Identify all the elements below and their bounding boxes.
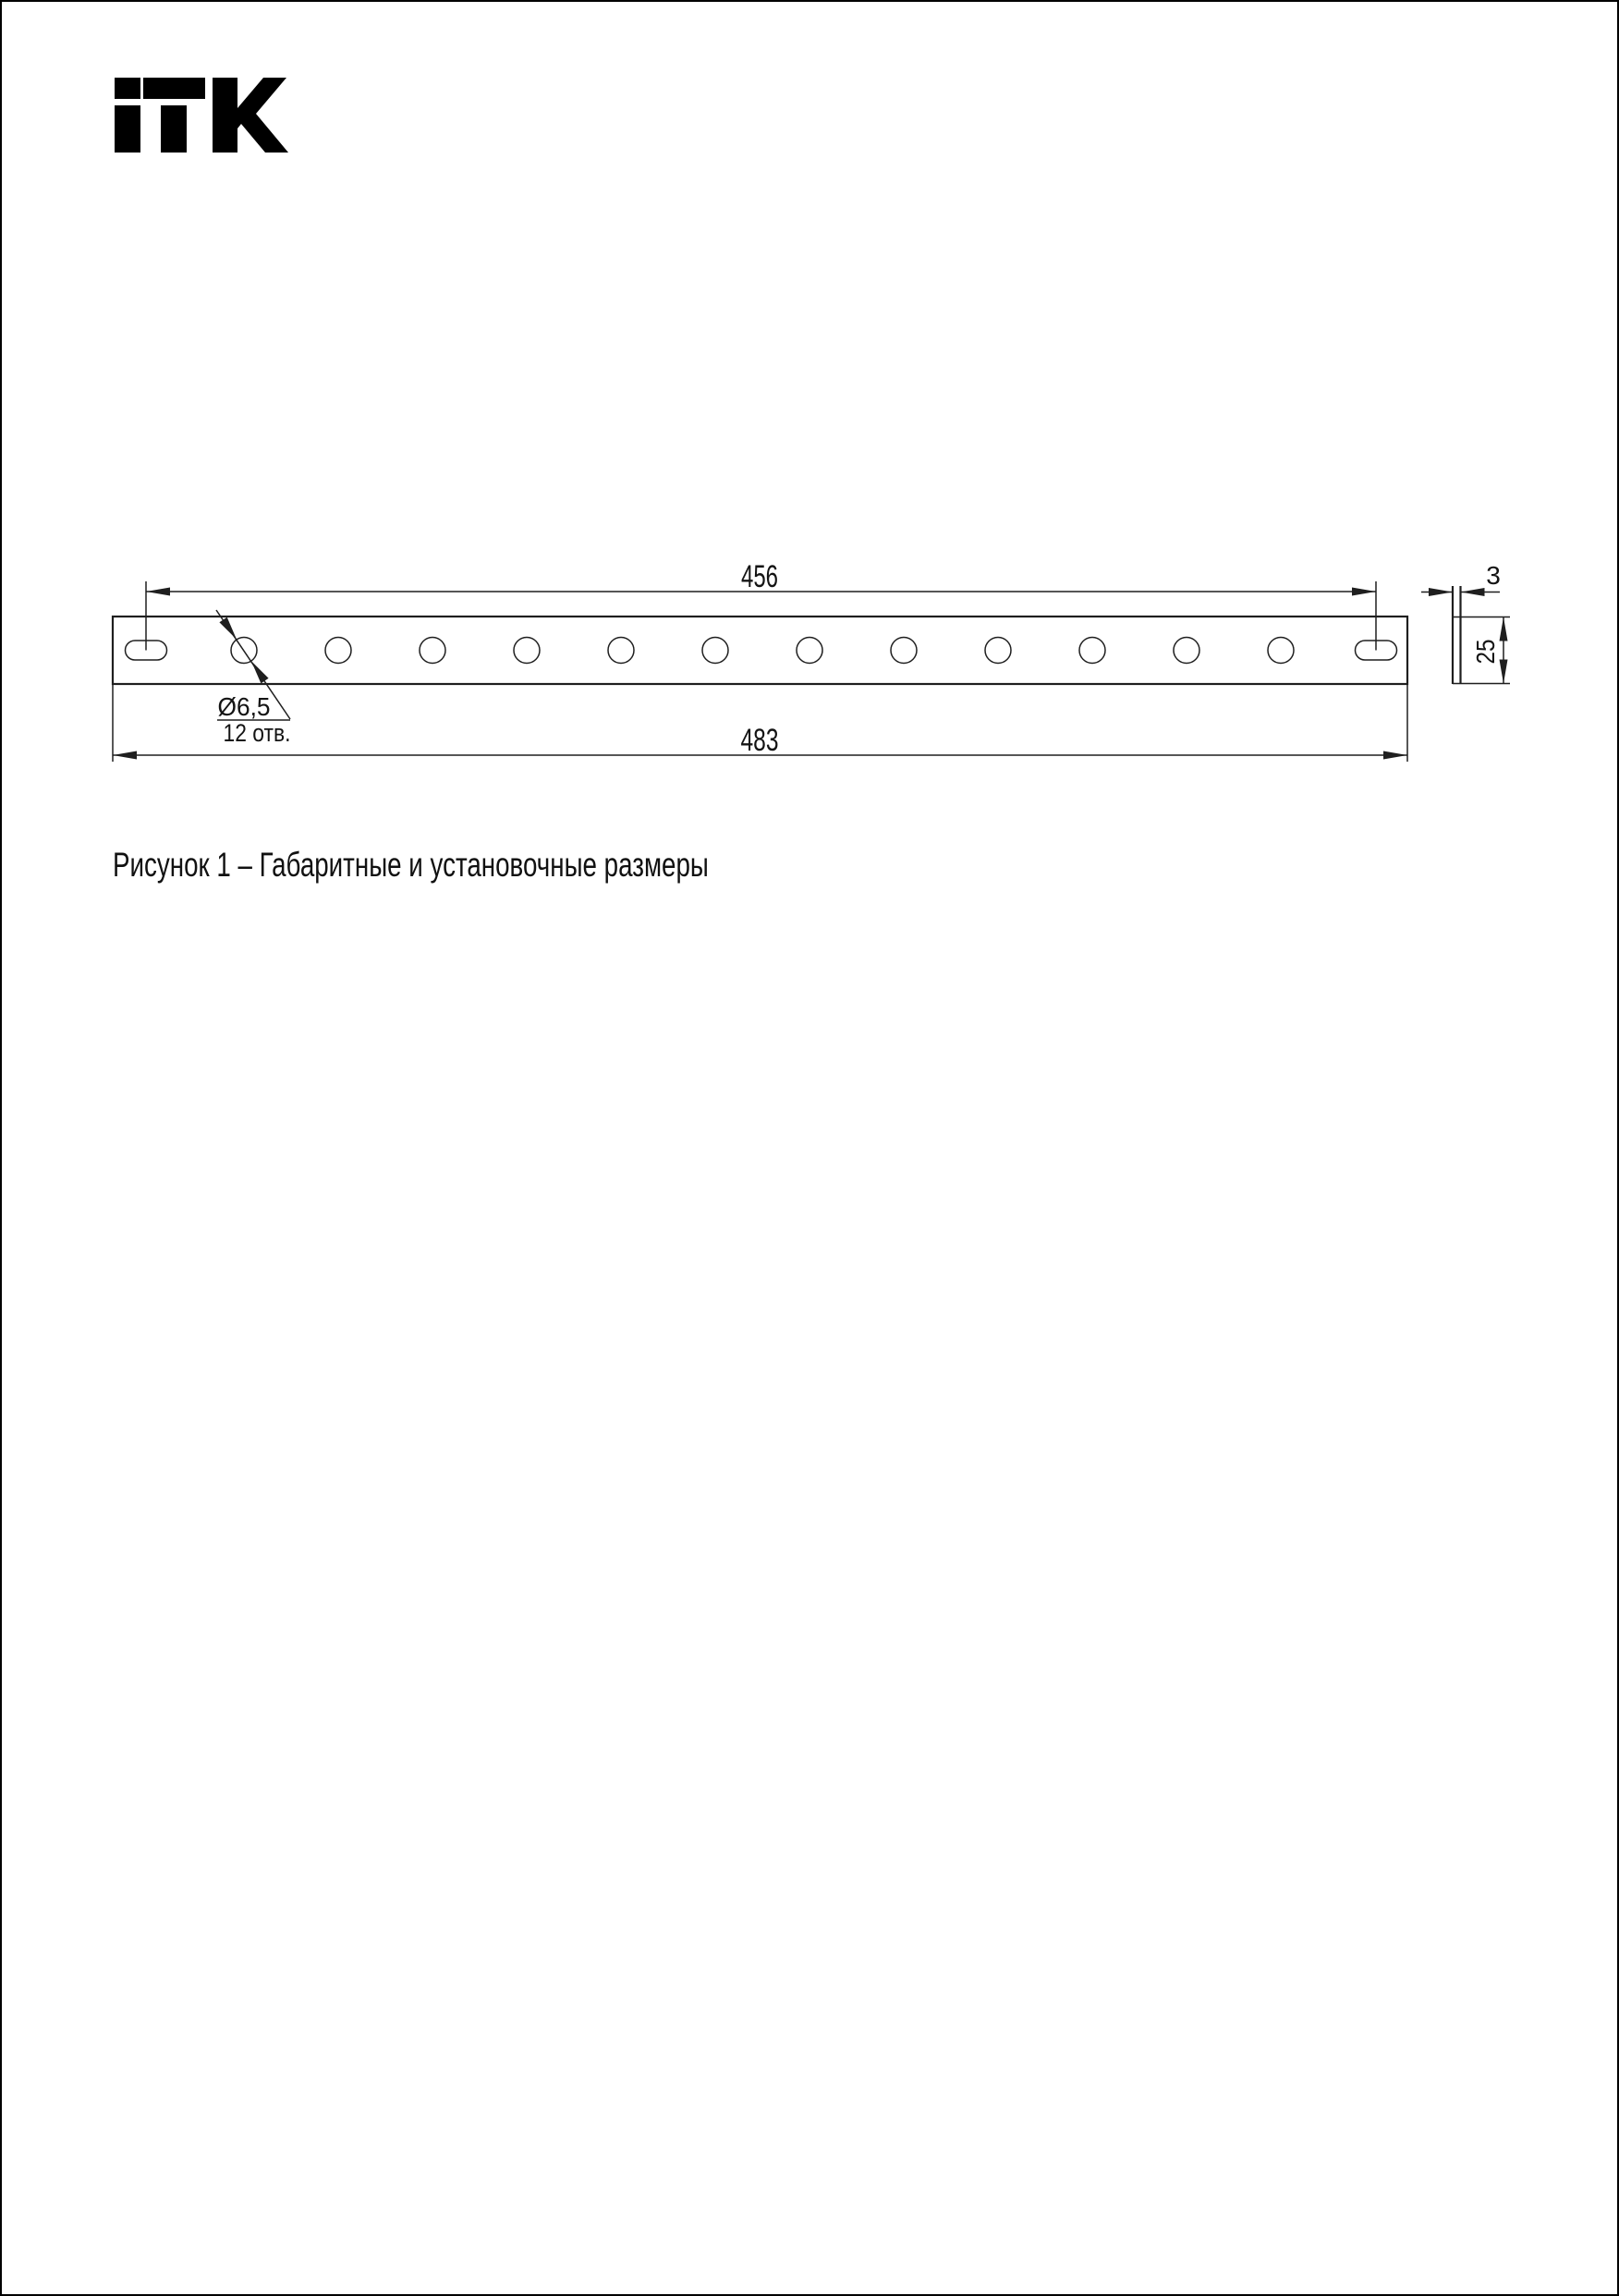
hole-callout: [216, 610, 291, 747]
hole-row: [231, 638, 1294, 664]
hole: [1268, 638, 1294, 664]
dimension-483: [113, 684, 1407, 762]
hole: [325, 638, 351, 664]
hole: [985, 638, 1011, 664]
hole: [514, 638, 540, 664]
front-view: [113, 617, 1407, 684]
hole: [1079, 638, 1105, 664]
figure-caption: Рисунок 1 – Габаритные и установочные размеры: [113, 846, 709, 884]
hole: [608, 638, 634, 664]
hole-diameter-label: Ø6,5: [217, 692, 271, 721]
strip-outline: [113, 617, 1407, 684]
hole: [702, 638, 728, 664]
dim-25-label: 25: [1471, 635, 1500, 665]
hole: [420, 638, 445, 664]
hole: [797, 638, 822, 664]
hole: [891, 638, 917, 664]
dim-456-label: 456: [741, 559, 778, 594]
dimension-drawing: [2, 2, 1619, 2296]
side-view: [1421, 561, 1510, 684]
dim-483-label: 483: [740, 723, 779, 758]
dimension-25: [1471, 617, 1508, 684]
dim-3-label: 3: [1486, 561, 1501, 590]
dimension-456: [146, 559, 1376, 651]
hole: [1174, 638, 1199, 664]
hole-count-label: 12 отв.: [223, 719, 291, 747]
